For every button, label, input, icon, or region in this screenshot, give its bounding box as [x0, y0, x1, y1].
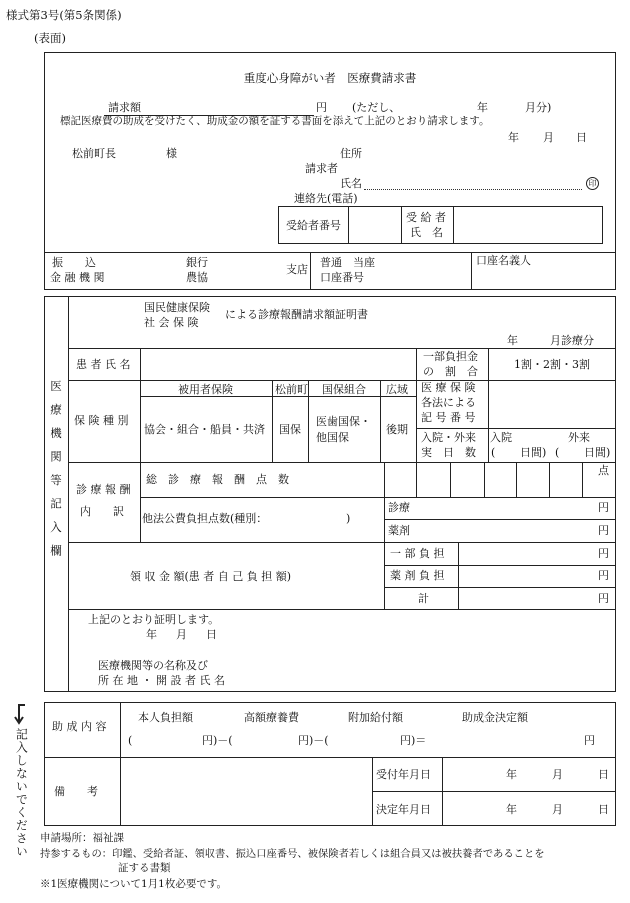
- account-type-label: 普通 当座: [320, 256, 375, 269]
- total-yen: 円: [598, 592, 609, 605]
- branch-label: 支店: [286, 263, 308, 276]
- do-not-fill-warning: 記入しないでください: [14, 728, 29, 858]
- divider: [453, 206, 454, 244]
- decided-month: 月: [552, 803, 563, 816]
- divider: [348, 206, 349, 244]
- yen-label: 円: [316, 101, 327, 114]
- treatment-yen: 円: [598, 501, 609, 514]
- amount-label: 請求額: [108, 101, 141, 114]
- union-option-2[interactable]: 他国保: [316, 431, 349, 444]
- recipient-no-label: 受給者番号: [286, 219, 341, 232]
- partial-burden-label: 一 部 負 担: [390, 547, 445, 560]
- arrow-down-icon: [13, 703, 27, 725]
- law-number-label-3: 記 号 番 号: [421, 411, 476, 424]
- addressee: 松前町長: [72, 147, 116, 160]
- divider: [68, 542, 616, 543]
- received-month: 月: [552, 768, 563, 781]
- divider: [44, 757, 616, 758]
- certify-statement: 上記のとおり証明します。: [88, 613, 220, 626]
- calc-yen: 円: [584, 734, 595, 747]
- divider: [68, 296, 69, 692]
- month-part-label: 月分): [525, 101, 552, 114]
- divider: [516, 462, 517, 497]
- divider: [68, 462, 616, 463]
- treatment-label: 診療: [388, 501, 410, 514]
- divider: [471, 252, 472, 290]
- divider: [582, 462, 583, 497]
- inout-label-2: 実 日 数: [421, 446, 476, 459]
- name-label: 氏名: [340, 177, 362, 190]
- recipient-name-label-1: 受 給 者: [406, 211, 446, 224]
- divider: [549, 462, 550, 497]
- partial-burden-yen: 円: [598, 547, 609, 560]
- decided-day: 日: [598, 803, 609, 816]
- subsidy-content-label: 助 成 内 容: [52, 720, 107, 733]
- divider: [401, 206, 402, 244]
- seal-mark: 印: [586, 177, 599, 190]
- points-unit: 点: [598, 464, 609, 477]
- calc-minus-2: 円)－(: [298, 734, 329, 747]
- calc-minus-1: 円)－(: [202, 734, 233, 747]
- medical-side-label: 医療機関等記入欄: [49, 380, 63, 568]
- additional-benefit-label: 附加給付額: [348, 711, 403, 724]
- certify-month: 月: [176, 628, 187, 641]
- divider: [68, 609, 616, 610]
- agri-label: 農協: [186, 271, 208, 284]
- amount-field[interactable]: [160, 100, 300, 114]
- calc-equals: 円)＝: [400, 734, 427, 747]
- divider: [416, 348, 417, 462]
- name-line: [364, 189, 582, 190]
- drug-burden-yen: 円: [598, 569, 609, 582]
- other-public-close: ): [346, 512, 351, 525]
- divider: [372, 791, 616, 792]
- inpatient-days-open: (: [491, 446, 496, 459]
- cert-year: 年: [507, 334, 518, 347]
- recipient-name-label-2: 氏 名: [410, 226, 443, 239]
- law-number-label-1: 医 療 保 険: [421, 381, 476, 394]
- request-title: 重度心身障がい者 医療費請求書: [243, 71, 417, 85]
- divider: [450, 462, 451, 497]
- decided-amount-label: 助成金決定額: [462, 711, 528, 724]
- divider: [416, 462, 417, 497]
- divider: [308, 380, 309, 462]
- burden-ratio-label-1: 一部負担金: [423, 350, 478, 363]
- total-points-label: 総 診 療 報 酬 点 数: [146, 473, 289, 486]
- date-year: 年: [508, 131, 519, 144]
- cert-month-label: 月診療分: [550, 334, 594, 347]
- outpatient-label: 外来: [568, 431, 590, 444]
- divider: [68, 380, 616, 381]
- col-nhi-union: 国保組合: [322, 383, 366, 396]
- requester-label: 請求者: [305, 162, 338, 175]
- total-label: 計: [418, 592, 429, 605]
- divider: [384, 587, 616, 588]
- drug-yen: 円: [598, 524, 609, 537]
- own-burden-label: 本人負担額: [138, 711, 193, 724]
- insurance-type-label: 保 険 種 別: [74, 414, 129, 427]
- col-matsumae: 松前町: [275, 383, 308, 396]
- bank-transfer-label: 振 込: [52, 256, 96, 269]
- divider: [384, 497, 616, 498]
- contact-label: 連絡先(電話): [294, 192, 358, 205]
- high-cost-label: 高額療養費: [244, 711, 299, 724]
- remarks-field[interactable]: [124, 760, 368, 822]
- divider: [120, 702, 121, 826]
- remarks-label: 備 考: [54, 785, 98, 798]
- wide-area-option[interactable]: 後期: [386, 423, 408, 436]
- inpatient-label: 入院: [490, 431, 512, 444]
- drug-burden-label: 薬 剤 負 担: [390, 569, 445, 582]
- law-number-label-2: 各法による: [421, 396, 476, 409]
- divider: [140, 497, 384, 498]
- received-year: 年: [506, 768, 517, 781]
- divider: [380, 380, 381, 462]
- sama-label: 様: [166, 147, 177, 160]
- form-number: 様式第3号(第5条関係): [6, 8, 122, 22]
- items-to-bring: 持参するもの：印鑑、受給者証、領収書、振込口座番号、被保険者若しくは組合員又は被扶養者であることを: [40, 848, 545, 860]
- patient-name-field[interactable]: [144, 352, 412, 376]
- employee-insurance-options[interactable]: 協会・組合・船員・共済: [144, 423, 265, 436]
- note-open: (ただし、: [352, 101, 401, 114]
- received-date-label: 受付年月日: [376, 768, 431, 781]
- col-employee-insurance: 被用者保険: [178, 383, 233, 396]
- inpatient-days-close: 日間): [520, 446, 547, 459]
- divider: [384, 519, 616, 520]
- bank-institution-label: 金 融 機 関: [50, 271, 105, 284]
- calc-open: (: [128, 734, 133, 747]
- divider: [384, 462, 385, 609]
- col-wide-area: 広域: [386, 383, 408, 396]
- divider: [484, 462, 485, 497]
- divider: [310, 252, 311, 290]
- date-day: 日: [576, 131, 587, 144]
- side-label: (表面): [34, 31, 66, 45]
- burden-ratio-values[interactable]: 1割・2割・3割: [514, 358, 590, 371]
- address-label: 住所: [340, 147, 362, 160]
- union-option-1[interactable]: 医歯国保・: [316, 415, 371, 428]
- drug-label: 薬剤: [388, 524, 410, 537]
- divider: [68, 348, 616, 349]
- year-label: 年: [477, 101, 488, 114]
- certificate-title: による診療報酬請求額証明書: [225, 308, 368, 321]
- account-number-label: 口座番号: [320, 271, 364, 284]
- receipt-amount-label: 領 収 金 額(患 者 自 己 負 担 額): [130, 570, 292, 583]
- divider: [488, 348, 489, 462]
- name-field[interactable]: [366, 175, 576, 189]
- fee-breakdown-label-1: 診 療 報 酬: [76, 483, 131, 496]
- received-day: 日: [598, 768, 609, 781]
- recipient-name-field[interactable]: [456, 208, 601, 242]
- divider: [416, 428, 616, 429]
- divider: [44, 252, 616, 253]
- divider: [140, 348, 141, 542]
- matsumae-option[interactable]: 国保: [279, 423, 301, 436]
- footer-note: ※1医療機関について1月1枚必要です。: [40, 878, 227, 890]
- institution-field[interactable]: [250, 650, 610, 688]
- institution-label-1: 医療機関等の名称及び: [98, 659, 208, 672]
- certify-year: 年: [146, 628, 157, 641]
- fee-breakdown-label-2: 内 訳: [80, 505, 124, 518]
- recipient-no-field[interactable]: [350, 208, 399, 242]
- burden-ratio-label-2: の 割 合: [423, 365, 478, 378]
- date-month: 月: [543, 131, 554, 144]
- inout-label-1: 入院・外来: [421, 431, 476, 444]
- insurance-nhi: 国民健康保険: [144, 301, 210, 314]
- divider: [384, 565, 616, 566]
- bank-label: 銀行: [186, 256, 208, 269]
- patient-name-label: 患 者 氏 名: [76, 358, 131, 371]
- request-statement: 標記医療費の助成を受けたく、助成金の額を証する書面を添えて上記のとおり請求します。: [60, 115, 490, 127]
- application-place: 申請場所：福祉課: [40, 832, 124, 844]
- decided-date-label: 決定年月日: [376, 803, 431, 816]
- decided-year: 年: [506, 803, 517, 816]
- institution-label-2: 所 在 地 ・ 開 設 者 氏 名: [98, 674, 225, 687]
- other-public-label: 他法公費負担点数(種別：: [142, 512, 268, 525]
- outpatient-days-close: 日間): [584, 446, 611, 459]
- law-number-field[interactable]: [492, 384, 612, 424]
- divider: [272, 380, 273, 462]
- insurance-social: 社 会 保 険: [144, 316, 199, 329]
- items-to-bring-continued: 証する書類: [118, 862, 171, 874]
- certify-day: 日: [206, 628, 217, 641]
- outpatient-days-open: (: [555, 446, 560, 459]
- divider: [458, 542, 459, 609]
- account-holder-label: 口座名義人: [476, 254, 531, 267]
